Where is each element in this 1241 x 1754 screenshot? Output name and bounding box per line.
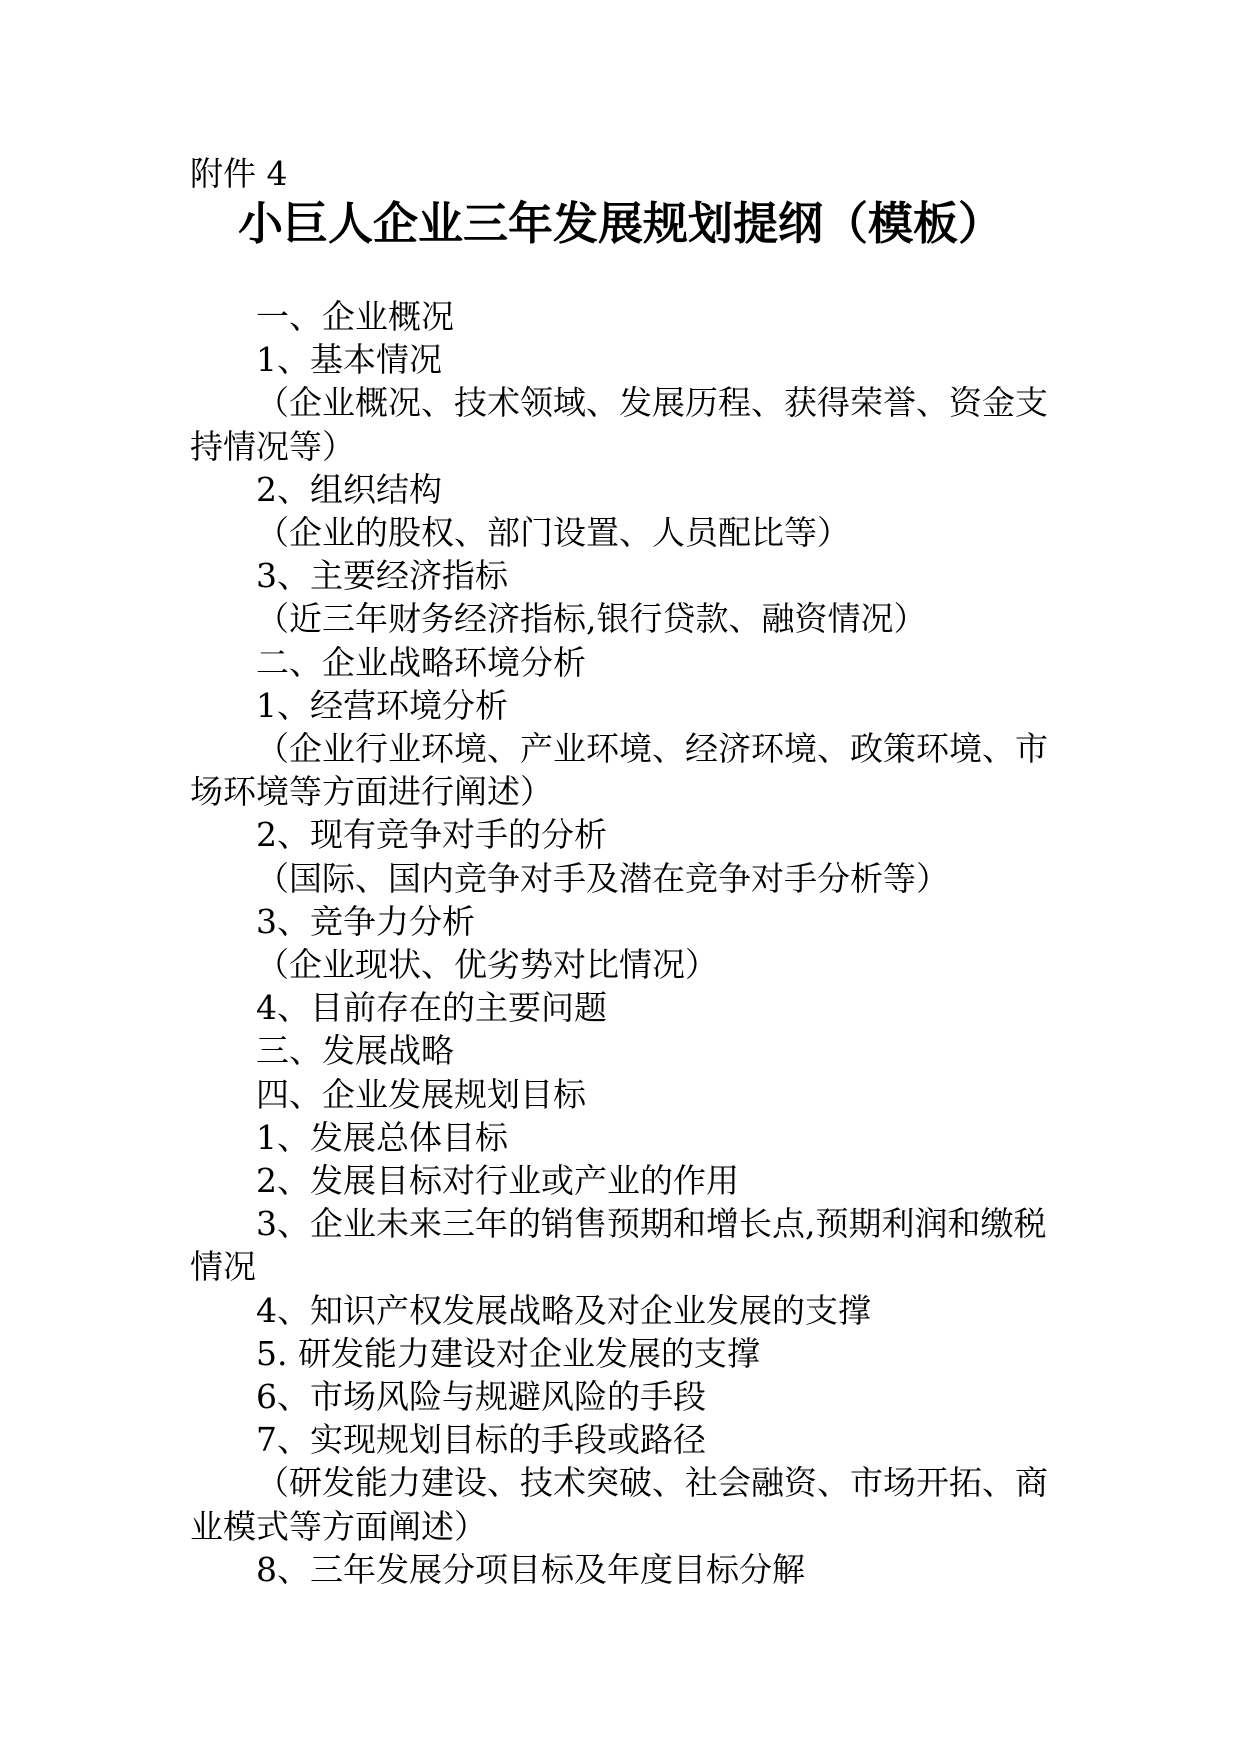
outline-item-note: （企业行业环境、产业环境、经济环境、政策环境、市场环境等方面进行阐述） [190, 729, 1048, 812]
section-enterprise-overview [190, 295, 1058, 641]
outline-item-overall-goal: 1、发展总体目标 [256, 1117, 508, 1157]
outline-item-note: （企业现状、优劣势对比情况） [256, 945, 718, 985]
outline-item-note: （企业概况、技术领域、发展历程、获得荣誉、资金支持情况等） [190, 383, 1048, 466]
outline-item-implementation-path: 7、实现规划目标的手段或路径 [256, 1420, 706, 1460]
outline-item-competitiveness: 3、竞争力分析 [256, 901, 475, 941]
section-heading: 三、发展战略 [256, 1031, 454, 1071]
outline-item-goal-breakdown: 8、三年发展分项目标及年度目标分解 [256, 1549, 805, 1589]
outline-item-business-environment: 1、经营环境分析 [256, 685, 508, 725]
outline-item-basic-info: 1、基本情况 [256, 340, 442, 380]
outline-item-note: （国际、国内竞争对手及潜在竞争对手分析等） [256, 858, 949, 898]
section-heading: 一、企业概况 [256, 297, 454, 336]
outline-item-rd-capability: 5. 研发能力建设对企业发展的支撑 [256, 1333, 760, 1373]
section-planning-goals [190, 1073, 1058, 1591]
section-heading: 二、企业战略环境分析 [256, 642, 586, 682]
outline-item-sales-forecast: 3、企业未来三年的销售预期和增长点,预期利润和缴税情况 [190, 1204, 1047, 1287]
section-strategic-environment [190, 641, 1058, 1030]
outline-item-competitor-analysis: 2、现有竞争对手的分析 [256, 815, 607, 855]
outline-body [190, 295, 1058, 1591]
outline-item-economic-indicators: 3、主要经济指标 [256, 556, 508, 596]
outline-item-note: （企业的股权、部门设置、人员配比等） [256, 513, 850, 553]
document-title: 小巨人企业三年发展规划提纲（模板） [237, 197, 1003, 250]
section-development-strategy [190, 1029, 1058, 1072]
outline-item-industry-role: 2、发展目标对行业或产业的作用 [256, 1161, 739, 1201]
outline-item-market-risk: 6、市场风险与规避风险的手段 [256, 1377, 706, 1417]
attachment-label: 附件 4 [190, 154, 288, 193]
outline-item-note: （近三年财务经济指标,银行贷款、融资情况） [256, 599, 927, 639]
outline-item-ip-strategy: 4、知识产权发展战略及对企业发展的支撑 [256, 1290, 871, 1330]
section-heading: 四、企业发展规划目标 [256, 1074, 586, 1114]
outline-item-note: （研发能力建设、技术突破、社会融资、市场开拓、商业模式等方面阐述） [190, 1463, 1048, 1546]
outline-item-org-structure: 2、组织结构 [256, 469, 442, 509]
outline-item-main-problems: 4、目前存在的主要问题 [256, 988, 607, 1028]
